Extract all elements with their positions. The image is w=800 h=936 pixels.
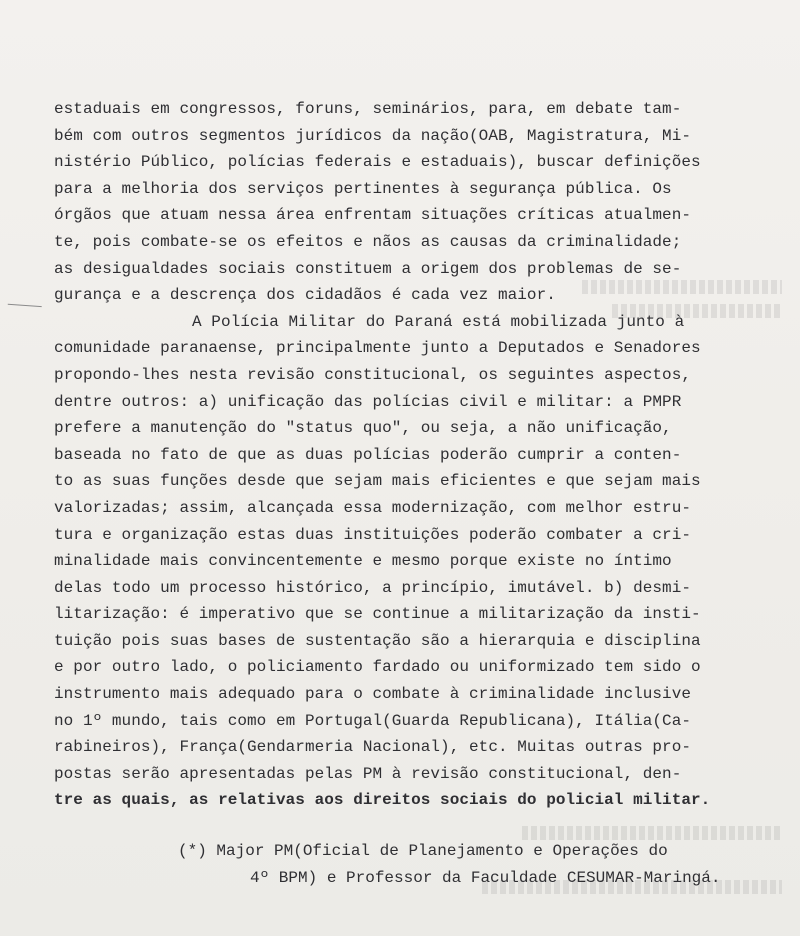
text-line: prefere a manutenção do "status quo", ou seja, a não unificação, — [54, 419, 672, 438]
text-line: to as suas funções desde que sejam mais eficientes e que sejam mais — [54, 472, 701, 491]
text-line: comunidade paranaense, principalmente junto a Deputados e Senadores — [54, 339, 701, 358]
text-line: baseada no fato de que as duas polícias poderão cumprir a conten- — [54, 445, 682, 464]
paragraph-start-line: A Polícia Militar do Paraná está mobilizada junto à — [192, 312, 685, 331]
text-line: delas todo um processo histórico, a princípio, imutável. b) desmi- — [54, 578, 692, 597]
footnote-line: (*) Major PM(Oficial de Planejamento e Operações do — [178, 842, 668, 860]
text-line: instrumento mais adequado para o combate à criminalidade inclusive — [54, 685, 692, 704]
text-line: postas serão apresentadas pelas PM à revisão constitucional, den- — [54, 764, 682, 783]
text-line: bém com outros segmentos jurídicos da nação(OAB, Magistratura, Mi- — [54, 126, 692, 145]
text-line: as desigualdades sociais constituem a origem dos problemas de se- — [54, 259, 682, 278]
text-line: para a melhoria dos serviços pertinentes à segurança pública. Os — [54, 179, 672, 198]
text-line: rabineiros), França(Gendarmeria Nacional), etc. Muitas outras pro- — [54, 738, 692, 757]
text-line: dentre outros: a) unificação das polícias civil e militar: a PMPR — [54, 392, 682, 411]
text-line: valorizadas; assim, alcançada essa modernização, com melhor estru- — [54, 498, 692, 517]
text-line: e por outro lado, o policiamento fardado ou uniformizado tem sido o — [54, 658, 701, 677]
text-line: tre as quais, as relativas aos direitos sociais do policial militar. — [54, 791, 711, 810]
margin-mark — [8, 296, 43, 307]
text-line: tuição pois suas bases de sustentação são a hierarquia e disciplina — [54, 631, 701, 650]
text-line: nistério Público, polícias federais e estaduais), buscar definições — [54, 153, 701, 172]
text-line: minalidade mais convincentemente e mesmo porque existe no íntimo — [54, 552, 672, 571]
text-line: órgãos que atuam nessa área enfrentam situações críticas atualmen- — [54, 206, 692, 225]
text-line: te, pois combate-se os efeitos e nãos as causas da criminalidade; — [54, 232, 682, 251]
body-text — [54, 96, 766, 814]
text-line: litarização: é imperativo que se continue a militarização da insti- — [54, 605, 701, 624]
text-line: propondo-lhes nesta revisão constitucional, os seguintes aspectos, — [54, 365, 692, 384]
text-line: tura e organização estas duas instituições poderão combater a cri- — [54, 525, 692, 544]
text-line: no 1º mundo, tais como em Portugal(Guarda Republicana), Itália(Ca- — [54, 711, 692, 730]
text-line: gurança e a descrença dos cidadãos é cada vez maior. — [54, 286, 556, 305]
footnote-line: 4º BPM) e Professor da Faculdade CESUMAR-Maringá. — [250, 868, 721, 887]
text-line: estaduais em congressos, foruns, seminários, para, em debate tam- — [54, 100, 682, 118]
author-footnote — [178, 838, 778, 891]
